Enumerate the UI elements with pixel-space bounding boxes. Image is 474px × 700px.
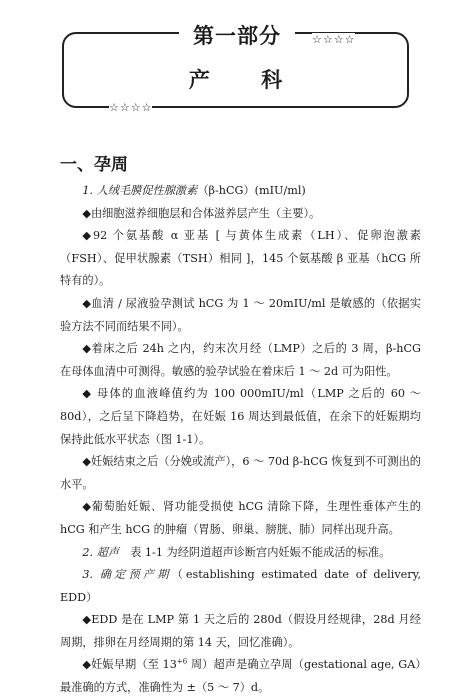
body-text xyxy=(60,180,421,700)
decorative-stars-bottom: ☆☆☆☆ xyxy=(109,101,153,114)
heading-label: 3. 确定预产期 xyxy=(82,568,172,582)
chapter-title: 产 科 xyxy=(188,67,305,92)
paragraph-ultrasound: 2. 超声 表 1-1 为经阴道超声诊断宫内妊娠不能成活的标准。 xyxy=(82,545,391,559)
bullet-paragraph: ◆血清 / 尿液验孕测试 hCG 为 1 ～ 20mIU/ml 是敏感的（依据实验方法不同而结果不同）。 xyxy=(60,296,421,333)
decorative-stars-top: ☆☆☆☆ xyxy=(312,33,356,46)
bullet-paragraph: ◆妊娠早期（至 $13^{+6}$ 周）超声是确立孕周（gestational age, GA）最准确的方式，准确性为 ±（5 ～ 7）d。 xyxy=(60,657,421,695)
section-title: 一、孕周 xyxy=(60,155,128,175)
bullet-paragraph: ◆EDD 是在 LMP 第 1 天之后的 280d（假设月经规律，28d 月经周期，排卵在月经周期的第 14 天，回忆准确）。 xyxy=(60,613,421,649)
paragraph-edd-heading: 3. 确定预产期（establishing estimated date of delivery, EDD） xyxy=(60,568,421,604)
bullet-paragraph: ◆着床之后 24h 之内，约末次月经（LMP）之后的 3 周，β-hCG 在母体血清中可测得。敏感的验孕试验在着床后 1 ～ 2d 可为阳性。 xyxy=(60,342,421,378)
heading-label: 2. 超声 xyxy=(82,545,119,559)
bullet-paragraph: ◆由细胞滋养细胞层和合体滋养层产生（主要）。 xyxy=(82,206,321,220)
bullet-paragraph: ◆妊娠结束之后（分娩或流产），6 ～ 70d β-hCG 恢复到不可测出的水平。 xyxy=(60,455,421,491)
bullet-paragraph: ◆ 母体的血液峰值约为 100 000mIU/ml（LMP 之后的 60 ～ 80d），之后呈下降趋势，在妊娠 16 周达到最低值，在余下的妊娠期均保持此低水平状态（图 1-1）。 xyxy=(60,387,421,446)
heading-label: 1. 人绒毛膜促性腺激素 xyxy=(82,184,198,197)
bullet-paragraph: ◆92 个氨基酸 α 亚基 [ 与黄体生成素（LH）、促卵泡激素（FSH）、促甲状腺素（TSH）相同 ]，145 个氨基酸 β 亚基（hCG 所特有的）。 xyxy=(60,229,421,288)
paragraph-hcg-heading: 1. 人绒毛膜促性腺激素（β-hCG）(mIU/ml) xyxy=(82,184,306,197)
part-title: 第一部分 xyxy=(179,22,295,50)
bullet-paragraph: ◆葡萄胎妊娠、肾功能受损使 hCG 清除下降，生理性垂体产生的 hCG 和产生 hCG 的肿瘤（胃肠、卵巢、膀胱、肺）同样出现升高。 xyxy=(60,500,421,536)
